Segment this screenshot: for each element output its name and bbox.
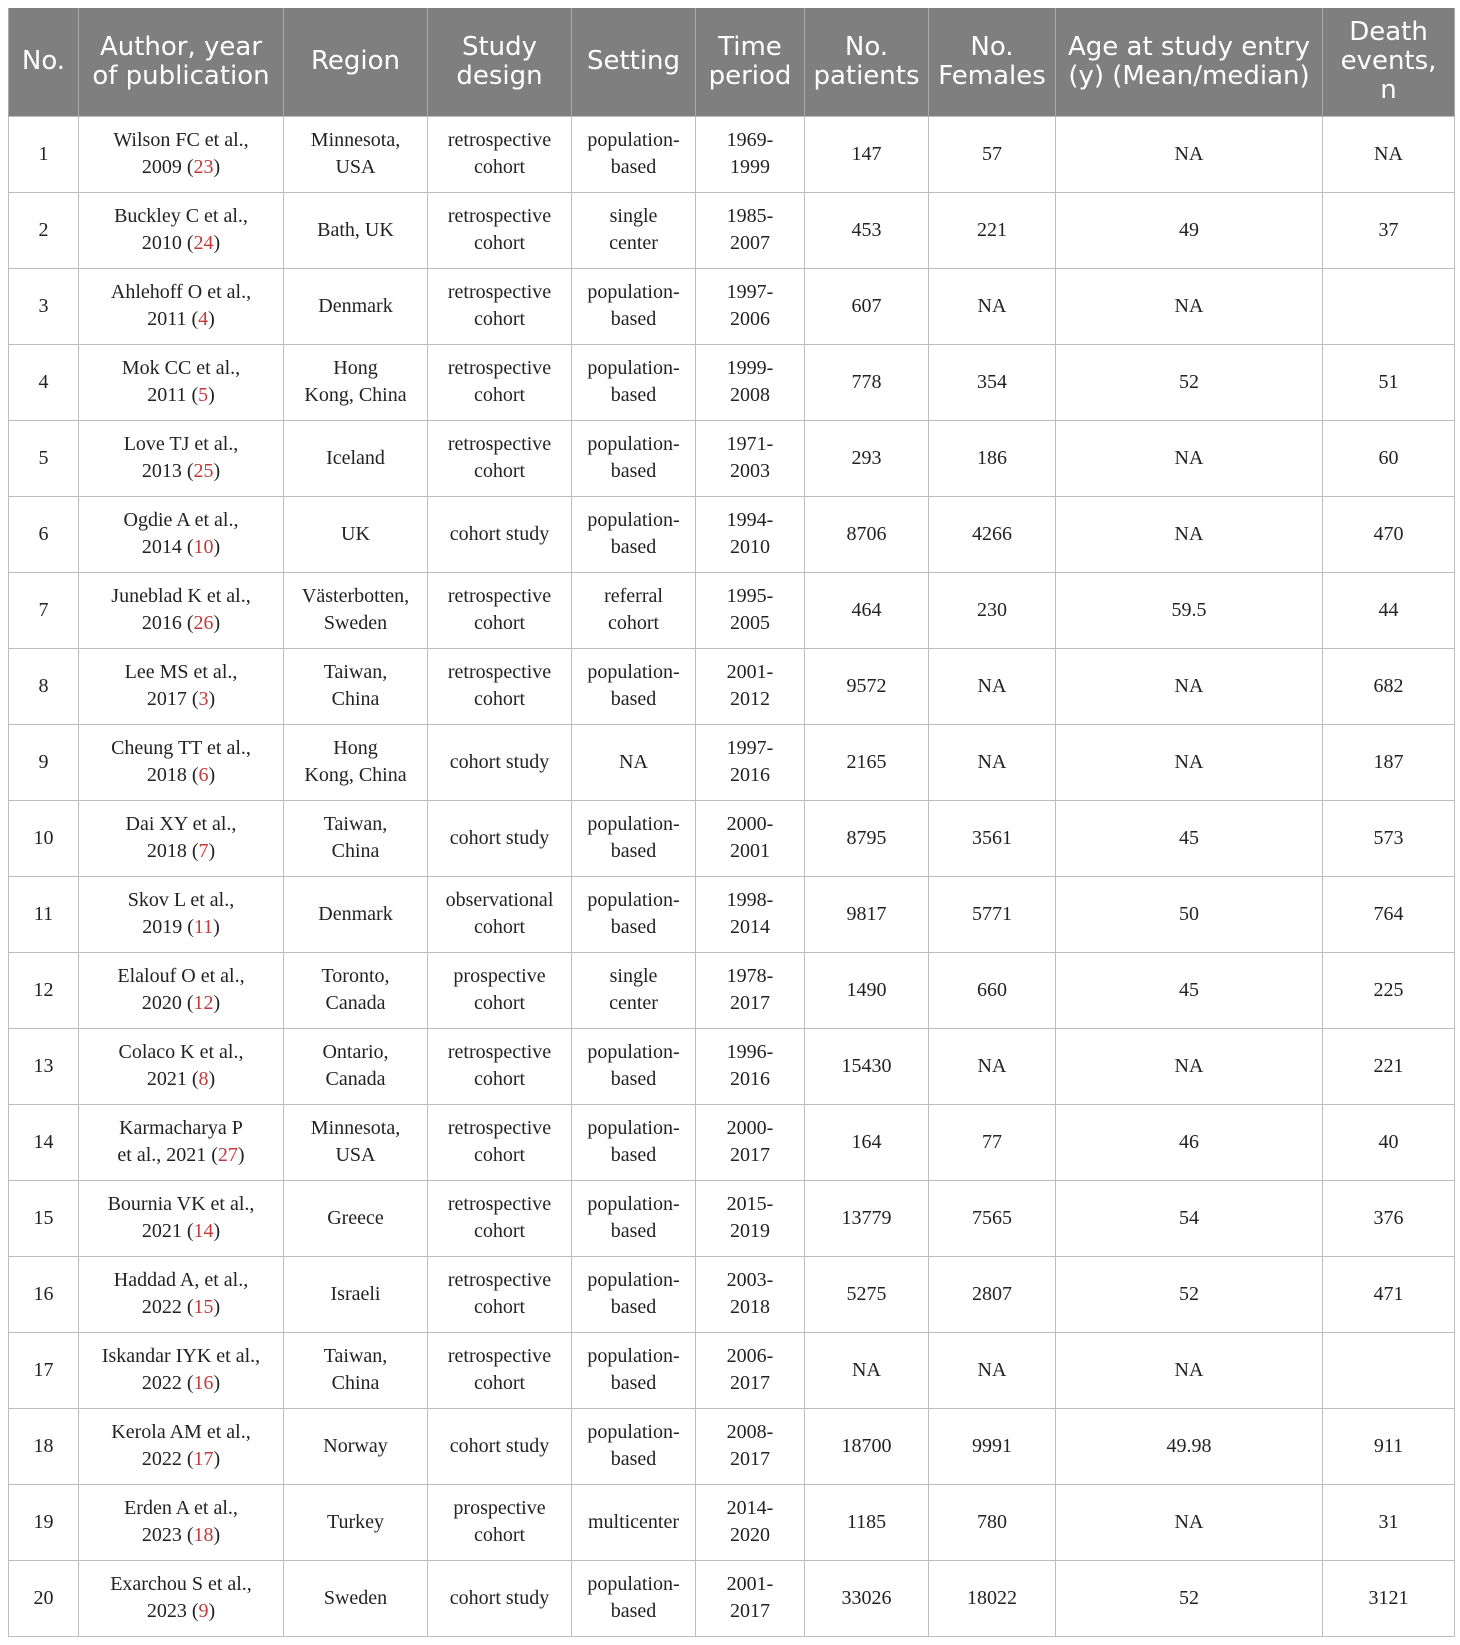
cell-age: NA xyxy=(1056,420,1323,496)
table-header xyxy=(9,8,1455,116)
cell-study-design: cohort study xyxy=(428,800,572,876)
cell-deaths: 471 xyxy=(1323,1256,1455,1332)
author-year-line: 2018 (7) xyxy=(146,840,216,862)
cell-author: Lee MS et al., 2017 (3) xyxy=(79,648,284,724)
cell-setting: NA xyxy=(572,724,696,800)
reference-link[interactable]: 27 xyxy=(217,1144,238,1166)
cell-author: Karmacharya P et al., 2021 (27) xyxy=(79,1104,284,1180)
cell-deaths xyxy=(1323,1332,1455,1408)
cell-females: 5771 xyxy=(929,876,1056,952)
cell-author: Mok CC et al., 2011 (5) xyxy=(79,344,284,420)
author-year-line: 2018 (6) xyxy=(146,764,216,786)
cell-no: 8 xyxy=(9,648,79,724)
cell-region: Taiwan, China xyxy=(284,1332,428,1408)
cell-author: Bournia VK et al., 2021 (14) xyxy=(79,1180,284,1256)
cell-author: Elalouf O et al., 2020 (12) xyxy=(79,952,284,1028)
cell-patients: 8706 xyxy=(805,496,929,572)
author-year-line: 2019 (11) xyxy=(142,916,220,938)
table-row xyxy=(9,1408,1455,1484)
cell-age: 52 xyxy=(1056,344,1323,420)
cell-time-period: 2001- 2012 xyxy=(696,648,805,724)
cell-time-period: 2000- 2001 xyxy=(696,800,805,876)
cell-no: 10 xyxy=(9,800,79,876)
cell-author: Haddad A, et al., 2022 (15) xyxy=(79,1256,284,1332)
cell-deaths: 221 xyxy=(1323,1028,1455,1104)
cell-age: NA xyxy=(1056,1484,1323,1560)
table-row xyxy=(9,344,1455,420)
cell-setting: population- based xyxy=(572,1104,696,1180)
cell-age: 45 xyxy=(1056,800,1323,876)
cell-deaths: 573 xyxy=(1323,800,1455,876)
cell-author: Exarchou S et al., 2023 (9) xyxy=(79,1560,284,1636)
reference-link[interactable]: 17 xyxy=(193,1448,214,1470)
cell-age: 52 xyxy=(1056,1256,1323,1332)
cell-setting: population- based xyxy=(572,1028,696,1104)
author-year-line: 2020 (12) xyxy=(141,992,221,1014)
table-row xyxy=(9,268,1455,344)
cell-region: Hong Kong, China xyxy=(284,344,428,420)
cell-females: 186 xyxy=(929,420,1056,496)
cell-deaths: 187 xyxy=(1323,724,1455,800)
cell-females: NA xyxy=(929,648,1056,724)
cell-females: 7565 xyxy=(929,1180,1056,1256)
cell-patients: NA xyxy=(805,1332,929,1408)
cell-age: 45 xyxy=(1056,952,1323,1028)
cell-females: 18022 xyxy=(929,1560,1056,1636)
cell-region: Denmark xyxy=(284,876,428,952)
cell-age: 50 xyxy=(1056,876,1323,952)
cell-author: Colaco K et al., 2021 (8) xyxy=(79,1028,284,1104)
cell-patients: 607 xyxy=(805,268,929,344)
author-year-line: 2021 (14) xyxy=(141,1220,221,1242)
cell-deaths: 682 xyxy=(1323,648,1455,724)
cell-setting: population- based xyxy=(572,800,696,876)
author-year-line: 2022 (16) xyxy=(141,1372,221,1394)
cell-time-period: 1999- 2008 xyxy=(696,344,805,420)
table-row xyxy=(9,1560,1455,1636)
reference-link[interactable]: 26 xyxy=(193,612,214,634)
cell-study-design: retrospective cohort xyxy=(428,1028,572,1104)
cell-author: Wilson FC et al., 2009 (23) xyxy=(79,116,284,192)
table-row xyxy=(9,724,1455,800)
cell-setting: multicenter xyxy=(572,1484,696,1560)
author-year-line: 2023 (9) xyxy=(146,1600,216,1622)
reference-link[interactable]: 25 xyxy=(193,460,214,482)
header-study-design: Study design xyxy=(428,8,572,116)
cell-time-period: 2006- 2017 xyxy=(696,1332,805,1408)
cell-time-period: 2008- 2017 xyxy=(696,1408,805,1484)
table-row xyxy=(9,1332,1455,1408)
cell-author: Kerola AM et al., 2022 (17) xyxy=(79,1408,284,1484)
cell-patients: 18700 xyxy=(805,1408,929,1484)
cell-females: 230 xyxy=(929,572,1056,648)
header-no: No. xyxy=(9,8,79,116)
cell-deaths: NA xyxy=(1323,116,1455,192)
reference-link[interactable]: 4 xyxy=(198,308,209,330)
cell-region: Hong Kong, China xyxy=(284,724,428,800)
cell-deaths: 60 xyxy=(1323,420,1455,496)
cell-age: 59.5 xyxy=(1056,572,1323,648)
cell-females: NA xyxy=(929,268,1056,344)
cell-setting: single center xyxy=(572,192,696,268)
cell-setting: single center xyxy=(572,952,696,1028)
author-year-line: 2016 (26) xyxy=(141,612,221,634)
cell-study-design: cohort study xyxy=(428,724,572,800)
reference-link[interactable]: 12 xyxy=(193,992,214,1014)
table-row xyxy=(9,420,1455,496)
cell-setting: population- based xyxy=(572,1408,696,1484)
cell-no: 2 xyxy=(9,192,79,268)
cell-study-design: prospective cohort xyxy=(428,1484,572,1560)
author-year-line: 2009 (23) xyxy=(141,156,221,178)
cell-deaths: 376 xyxy=(1323,1180,1455,1256)
cell-setting: referral cohort xyxy=(572,572,696,648)
cell-setting: population- based xyxy=(572,420,696,496)
table-body xyxy=(9,116,1455,1636)
cell-patients: 13779 xyxy=(805,1180,929,1256)
cell-region: Toronto, Canada xyxy=(284,952,428,1028)
cell-region: Västerbotten, Sweden xyxy=(284,572,428,648)
cell-region: Bath, UK xyxy=(284,192,428,268)
cell-patients: 464 xyxy=(805,572,929,648)
cell-region: Minnesota, USA xyxy=(284,1104,428,1180)
cell-setting: population- based xyxy=(572,1180,696,1256)
table-row xyxy=(9,572,1455,648)
cell-study-design: retrospective cohort xyxy=(428,192,572,268)
cell-age: 49.98 xyxy=(1056,1408,1323,1484)
cell-females: 77 xyxy=(929,1104,1056,1180)
table-row xyxy=(9,496,1455,572)
header-females: No. Females xyxy=(929,8,1056,116)
cell-time-period: 1995- 2005 xyxy=(696,572,805,648)
cell-setting: population- based xyxy=(572,1560,696,1636)
cell-study-design: retrospective cohort xyxy=(428,1332,572,1408)
reference-link[interactable]: 7 xyxy=(198,840,209,862)
cell-females: 57 xyxy=(929,116,1056,192)
cell-setting: population- based xyxy=(572,116,696,192)
cell-study-design: prospective cohort xyxy=(428,952,572,1028)
cell-females: 4266 xyxy=(929,496,1056,572)
cell-study-design: retrospective cohort xyxy=(428,1180,572,1256)
reference-link[interactable]: 23 xyxy=(193,156,214,178)
cell-patients: 778 xyxy=(805,344,929,420)
cell-age: 54 xyxy=(1056,1180,1323,1256)
cell-time-period: 1998- 2014 xyxy=(696,876,805,952)
author-year-line: 2022 (15) xyxy=(141,1296,221,1318)
cell-study-design: cohort study xyxy=(428,1560,572,1636)
cell-author: Ahlehoff O et al., 2011 (4) xyxy=(79,268,284,344)
cell-no: 14 xyxy=(9,1104,79,1180)
cell-no: 4 xyxy=(9,344,79,420)
table-row xyxy=(9,800,1455,876)
cell-females: 2807 xyxy=(929,1256,1056,1332)
cell-deaths xyxy=(1323,268,1455,344)
author-year-line: 2023 (18) xyxy=(141,1524,221,1546)
cell-patients: 15430 xyxy=(805,1028,929,1104)
author-year-line: 2010 (24) xyxy=(141,232,221,254)
cell-author: Dai XY et al., 2018 (7) xyxy=(79,800,284,876)
header-patients: No. patients xyxy=(805,8,929,116)
cell-females: 9991 xyxy=(929,1408,1056,1484)
cell-setting: population- based xyxy=(572,496,696,572)
header-row xyxy=(9,8,1455,116)
header-setting: Setting xyxy=(572,8,696,116)
cell-region: Sweden xyxy=(284,1560,428,1636)
cell-patients: 1185 xyxy=(805,1484,929,1560)
cell-no: 9 xyxy=(9,724,79,800)
cell-time-period: 1978- 2017 xyxy=(696,952,805,1028)
cell-author: Buckley C et al., 2010 (24) xyxy=(79,192,284,268)
table-row xyxy=(9,1028,1455,1104)
cell-females: 221 xyxy=(929,192,1056,268)
cell-age: 46 xyxy=(1056,1104,1323,1180)
table-row xyxy=(9,952,1455,1028)
cell-deaths: 51 xyxy=(1323,344,1455,420)
cell-no: 13 xyxy=(9,1028,79,1104)
cell-no: 18 xyxy=(9,1408,79,1484)
cell-deaths: 911 xyxy=(1323,1408,1455,1484)
cell-author: Love TJ et al., 2013 (25) xyxy=(79,420,284,496)
cell-author: Cheung TT et al., 2018 (6) xyxy=(79,724,284,800)
reference-link[interactable]: 14 xyxy=(193,1220,214,1242)
cell-patients: 453 xyxy=(805,192,929,268)
cell-time-period: 1994- 2010 xyxy=(696,496,805,572)
table-row xyxy=(9,1484,1455,1560)
cell-region: Norway xyxy=(284,1408,428,1484)
cell-setting: population- based xyxy=(572,876,696,952)
cell-females: NA xyxy=(929,1028,1056,1104)
cell-study-design: retrospective cohort xyxy=(428,1104,572,1180)
cell-females: 354 xyxy=(929,344,1056,420)
author-year-line: 2011 (4) xyxy=(147,308,215,330)
cell-time-period: 2015- 2019 xyxy=(696,1180,805,1256)
author-year-line: 2014 (10) xyxy=(141,536,221,558)
cell-females: 660 xyxy=(929,952,1056,1028)
cell-region: Minnesota, USA xyxy=(284,116,428,192)
cell-patients: 33026 xyxy=(805,1560,929,1636)
cell-study-design: retrospective cohort xyxy=(428,648,572,724)
cell-no: 3 xyxy=(9,268,79,344)
cell-setting: population- based xyxy=(572,268,696,344)
cell-patients: 164 xyxy=(805,1104,929,1180)
cell-region: Greece xyxy=(284,1180,428,1256)
cell-region: Israeli xyxy=(284,1256,428,1332)
table-row xyxy=(9,648,1455,724)
cell-study-design: retrospective cohort xyxy=(428,116,572,192)
header-region: Region xyxy=(284,8,428,116)
author-year-line: 2017 (3) xyxy=(146,688,216,710)
cell-study-design: cohort study xyxy=(428,1408,572,1484)
cell-deaths: 470 xyxy=(1323,496,1455,572)
cell-patients: 9817 xyxy=(805,876,929,952)
cell-patients: 147 xyxy=(805,116,929,192)
header-author: Author, year of publication xyxy=(79,8,284,116)
cell-setting: population- based xyxy=(572,344,696,420)
cell-setting: population- based xyxy=(572,1332,696,1408)
reference-link[interactable]: 3 xyxy=(198,688,209,710)
cell-deaths: 44 xyxy=(1323,572,1455,648)
cell-deaths: 764 xyxy=(1323,876,1455,952)
cell-no: 1 xyxy=(9,116,79,192)
cell-time-period: 1997- 2016 xyxy=(696,724,805,800)
cell-age: NA xyxy=(1056,648,1323,724)
cell-age: NA xyxy=(1056,1028,1323,1104)
cell-deaths: 3121 xyxy=(1323,1560,1455,1636)
header-deaths: Death events, n xyxy=(1323,8,1455,116)
cell-author: Juneblad K et al., 2016 (26) xyxy=(79,572,284,648)
cell-time-period: 1985- 2007 xyxy=(696,192,805,268)
cell-region: Iceland xyxy=(284,420,428,496)
reference-link[interactable]: 5 xyxy=(198,384,209,406)
cell-deaths: 31 xyxy=(1323,1484,1455,1560)
cell-no: 20 xyxy=(9,1560,79,1636)
cell-age: NA xyxy=(1056,1332,1323,1408)
cell-patients: 1490 xyxy=(805,952,929,1028)
cell-patients: 9572 xyxy=(805,648,929,724)
author-year-line: 2013 (25) xyxy=(141,460,221,482)
reference-link[interactable]: 11 xyxy=(193,916,214,938)
cell-females: NA xyxy=(929,724,1056,800)
cell-time-period: 2001- 2017 xyxy=(696,1560,805,1636)
cell-females: 780 xyxy=(929,1484,1056,1560)
table-row xyxy=(9,1104,1455,1180)
cell-study-design: retrospective cohort xyxy=(428,1256,572,1332)
cell-no: 7 xyxy=(9,572,79,648)
cell-no: 11 xyxy=(9,876,79,952)
reference-link[interactable]: 8 xyxy=(198,1068,209,1090)
author-year-line: et al., 2021 (27) xyxy=(117,1144,245,1166)
cell-setting: population- based xyxy=(572,1256,696,1332)
table-row xyxy=(9,876,1455,952)
cell-patients: 2165 xyxy=(805,724,929,800)
cell-time-period: 1996- 2016 xyxy=(696,1028,805,1104)
table-container xyxy=(8,8,1454,1637)
cell-study-design: observational cohort xyxy=(428,876,572,952)
cell-patients: 293 xyxy=(805,420,929,496)
cell-region: Taiwan, China xyxy=(284,800,428,876)
cell-patients: 5275 xyxy=(805,1256,929,1332)
cell-author: Erden A et al., 2023 (18) xyxy=(79,1484,284,1560)
header-age: Age at study entry (y) (Mean/median) xyxy=(1056,8,1323,116)
reference-link[interactable]: 6 xyxy=(198,764,209,786)
cell-time-period: 2000- 2017 xyxy=(696,1104,805,1180)
table-row xyxy=(9,116,1455,192)
author-year-line: 2011 (5) xyxy=(147,384,215,406)
cell-study-design: retrospective cohort xyxy=(428,420,572,496)
cell-no: 6 xyxy=(9,496,79,572)
table-row xyxy=(9,1180,1455,1256)
cell-study-design: retrospective cohort xyxy=(428,572,572,648)
cell-no: 5 xyxy=(9,420,79,496)
cell-author: Skov L et al., 2019 (11) xyxy=(79,876,284,952)
cell-age: NA xyxy=(1056,496,1323,572)
cell-author: Iskandar IYK et al., 2022 (16) xyxy=(79,1332,284,1408)
reference-link[interactable]: 15 xyxy=(193,1296,214,1318)
cell-deaths: 40 xyxy=(1323,1104,1455,1180)
author-year-line: 2022 (17) xyxy=(141,1448,221,1470)
table-row xyxy=(9,192,1455,268)
cell-region: Denmark xyxy=(284,268,428,344)
cell-author: Ogdie A et al., 2014 (10) xyxy=(79,496,284,572)
reference-link[interactable]: 24 xyxy=(193,232,214,254)
cell-time-period: 2003- 2018 xyxy=(696,1256,805,1332)
cell-females: NA xyxy=(929,1332,1056,1408)
cell-age: 52 xyxy=(1056,1560,1323,1636)
cell-region: Turkey xyxy=(284,1484,428,1560)
reference-link[interactable]: 9 xyxy=(198,1600,209,1622)
table-row xyxy=(9,1256,1455,1332)
reference-link[interactable]: 18 xyxy=(193,1524,214,1546)
cell-deaths: 37 xyxy=(1323,192,1455,268)
cell-no: 17 xyxy=(9,1332,79,1408)
header-time-period: Time period xyxy=(696,8,805,116)
cell-age: 49 xyxy=(1056,192,1323,268)
reference-link[interactable]: 10 xyxy=(193,536,214,558)
cell-age: NA xyxy=(1056,116,1323,192)
reference-link[interactable]: 16 xyxy=(193,1372,214,1394)
cell-region: Taiwan, China xyxy=(284,648,428,724)
cell-time-period: 1969- 1999 xyxy=(696,116,805,192)
cell-deaths: 225 xyxy=(1323,952,1455,1028)
studies-table xyxy=(8,8,1455,1637)
cell-study-design: cohort study xyxy=(428,496,572,572)
cell-no: 16 xyxy=(9,1256,79,1332)
cell-age: NA xyxy=(1056,268,1323,344)
author-year-line: 2021 (8) xyxy=(146,1068,216,1090)
cell-age: NA xyxy=(1056,724,1323,800)
cell-no: 12 xyxy=(9,952,79,1028)
cell-no: 19 xyxy=(9,1484,79,1560)
cell-no: 15 xyxy=(9,1180,79,1256)
cell-study-design: retrospective cohort xyxy=(428,268,572,344)
cell-region: UK xyxy=(284,496,428,572)
cell-region: Ontario, Canada xyxy=(284,1028,428,1104)
cell-time-period: 1971- 2003 xyxy=(696,420,805,496)
cell-setting: population- based xyxy=(572,648,696,724)
cell-study-design: retrospective cohort xyxy=(428,344,572,420)
cell-time-period: 1997- 2006 xyxy=(696,268,805,344)
cell-patients: 8795 xyxy=(805,800,929,876)
cell-time-period: 2014- 2020 xyxy=(696,1484,805,1560)
cell-females: 3561 xyxy=(929,800,1056,876)
